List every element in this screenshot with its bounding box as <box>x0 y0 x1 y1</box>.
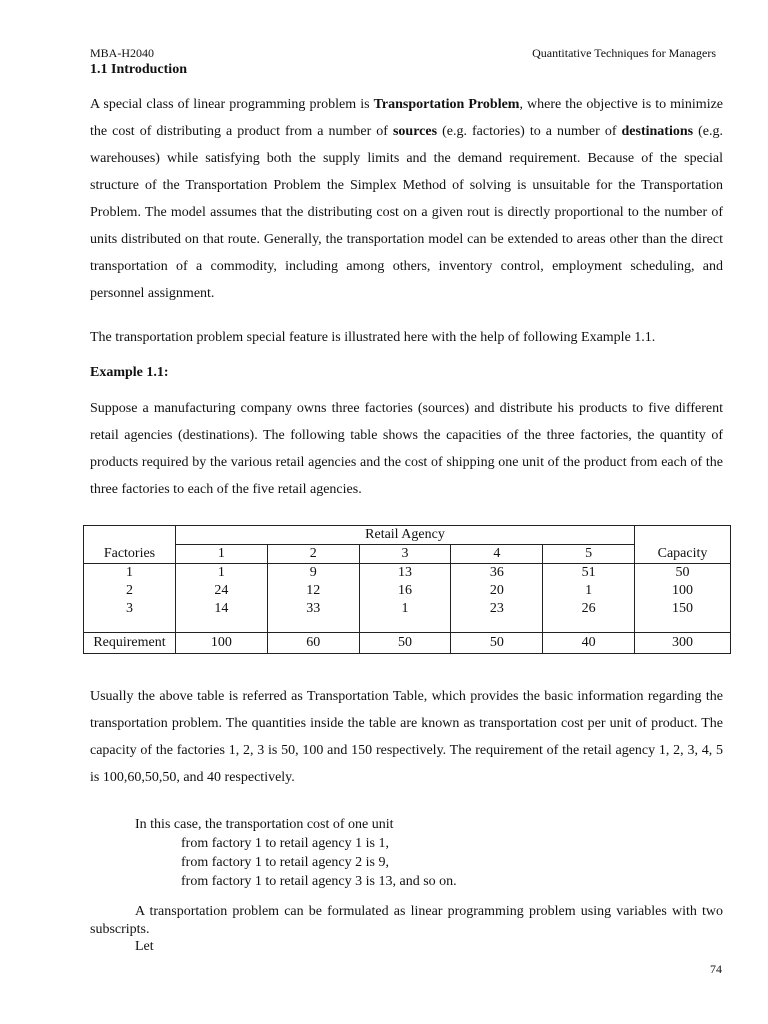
case-line: from factory 1 to retail agency 3 is 13, and so on. <box>181 874 457 889</box>
agency-header: 2 <box>267 545 359 564</box>
case-line: from factory 1 to retail agency 1 is 1, <box>181 836 389 851</box>
table-row <box>84 582 731 600</box>
factory-id: 2 <box>84 582 176 600</box>
group-header: Retail Agency <box>175 526 634 545</box>
agency-header: 5 <box>543 545 635 564</box>
cost-cell: 23 <box>451 600 543 618</box>
cost-cell: 20 <box>451 582 543 600</box>
agency-header: 3 <box>359 545 451 564</box>
blank-corner <box>84 526 176 545</box>
cost-cell: 33 <box>267 600 359 618</box>
cost-cell: 36 <box>451 564 543 583</box>
cost-cell: 1 <box>175 564 267 583</box>
cost-cell: 16 <box>359 582 451 600</box>
intro-paragraph: A special class of linear programming problem is Transportation Problem, where the objective is to minimize the cost of distributing a product from a number of sources (e.g. factories) to a number of destinations (e.g. warehouses) while satisfying both the supply limits and the demand requirement. Because of the special structure of the Transportation Problem the Simplex Method of solving is unsuitable for the Transportation Problem. The model assumes that the distributing cost on a given rout is directly proportional to the number of units distributed on that route. Generally, the transportation model can be extended to areas other than the direct transportation of a commodity, including among others, inventory control, employment scheduling, and personnel assignment. <box>90 97 724 301</box>
agency-header: 4 <box>451 545 543 564</box>
page-number: 74 <box>710 962 722 976</box>
cost-cell: 13 <box>359 564 451 583</box>
cost-cell: 12 <box>267 582 359 600</box>
factories-header: Factories <box>84 545 176 564</box>
capacity-cell: 100 <box>635 582 731 600</box>
total-cell: 300 <box>635 633 731 654</box>
requirement-cell: 40 <box>543 633 635 654</box>
table-explanation-paragraph: Usually the above table is referred as Transportation Table, which provides the basic information regarding the transportation problem. The quantities inside the table are known as transportation cost per unit of product. The capacity of the factories 1, 2, 3 is 50, 100 and 150 respectively. The requirement of the retail agency 1, 2, 3, 4, 5 is 100,60,50,50, and 40 respectively. <box>90 689 723 785</box>
let-text: Let <box>135 939 154 954</box>
header-right: Quantitative Techniques for Managers <box>532 46 716 60</box>
requirement-cell: 50 <box>359 633 451 654</box>
header-left: MBA-H2040 <box>90 46 155 60</box>
requirement-cell: 100 <box>175 633 267 654</box>
requirement-row <box>84 633 731 654</box>
case-block <box>135 815 457 891</box>
term-transportation-problem: Transportation Problem <box>373 97 520 112</box>
cost-cell: 1 <box>359 600 451 618</box>
term-destinations: destinations <box>621 124 694 139</box>
example-title: Example 1.1: <box>90 365 169 380</box>
example-paragraph: Suppose a manufacturing company owns three factories (sources) and distribute his products to five different retail agencies (destinations). The following table shows the capacities of the three factories, the quantity of products required by the various retail agencies and the cost of shipping one unit of the product from each of the three factories to each of the five retail agencies. <box>90 401 723 497</box>
case-intro: In this case, the transportation cost of one unit <box>135 817 394 832</box>
table-row <box>84 600 731 618</box>
capacity-header: Capacity <box>635 545 731 564</box>
table-row <box>84 564 731 583</box>
illustration-paragraph: The transportation problem special feature is illustrated here with the help of following Example 1.1. <box>90 330 656 345</box>
cost-cell: 9 <box>267 564 359 583</box>
requirement-cell: 60 <box>267 633 359 654</box>
term-sources: sources <box>392 124 438 139</box>
agency-header: 1 <box>175 545 267 564</box>
factory-id: 1 <box>84 564 176 583</box>
transportation-table <box>83 525 731 654</box>
factory-id: 3 <box>84 600 176 618</box>
blank-capacity-top <box>635 526 731 545</box>
formulation-paragraph: A transportation problem can be formulated as linear programming problem using variables with two subscripts. <box>90 904 723 937</box>
cost-cell: 1 <box>543 582 635 600</box>
section-title: 1.1 Introduction <box>90 62 187 77</box>
requirement-cell: 50 <box>451 633 543 654</box>
cost-cell: 51 <box>543 564 635 583</box>
cost-cell: 26 <box>543 600 635 618</box>
cost-cell: 24 <box>175 582 267 600</box>
case-line: from factory 1 to retail agency 2 is 9, <box>181 855 389 870</box>
cost-cell: 14 <box>175 600 267 618</box>
requirement-label: Requirement <box>84 633 176 654</box>
capacity-cell: 50 <box>635 564 731 583</box>
capacity-cell: 150 <box>635 600 731 618</box>
